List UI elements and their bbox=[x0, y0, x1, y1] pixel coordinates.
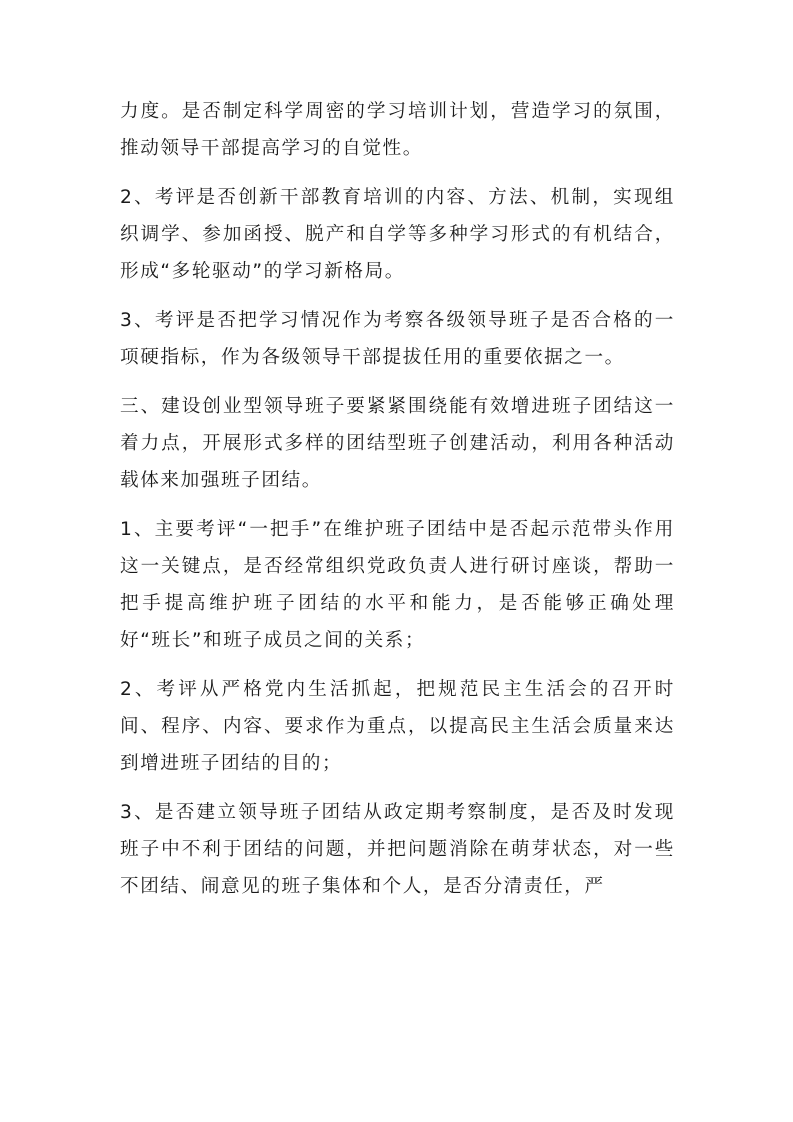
paragraph-item-1-leader-role: 1、主要考评“一把手”在维护班子团结中是否起示范带头作用这一关键点，是否经常组织党政负责人进行研讨座谈，帮助一把手提高维护班子团结的水平和能力，是否能够正确处理好“班长”和班子成员之间的关系； bbox=[120, 519, 675, 651]
document-body bbox=[120, 93, 675, 905]
paragraph-item-2-democratic-life: 2、考评从严格党内生活抓起，把规范民主生活会的召开时间、程序、内容、要求作为重点，以提高民主生活会质量来达到增进班子团结的目的； bbox=[120, 679, 675, 774]
paragraph-section-3-team-unity: 三、建设创业型领导班子要紧紧围绕能有效增进班子团结这一着力点，开展形式多样的团结型班子创建活动，利用各种活动载体来加强班子团结。 bbox=[120, 396, 675, 491]
paragraph-item-3-unity-inspection: 3、是否建立领导班子团结从政定期考察制度，是否及时发现班子中不利于团结的问题，并把问题消除在萌芽状态，对一些不团结、闹意见的班子集体和个人，是否分清责任，严 bbox=[120, 802, 675, 897]
paragraph-learning-atmosphere: 力度。是否制定科学周密的学习培训计划，营造学习的氛围，推动领导干部提高学习的自觉性。 bbox=[120, 101, 675, 159]
paragraph-item-3-learning-indicator: 3、考评是否把学习情况作为考察各级领导班子是否合格的一项硬指标，作为各级领导干部提拔任用的重要依据之一。 bbox=[120, 310, 675, 368]
paragraph-item-2-training-innovation: 2、考评是否创新干部教育培训的内容、方法、机制，实现组织调学、参加函授、脱产和自学等多种学习形式的有机结合，形成“多轮驱动”的学习新格局。 bbox=[120, 187, 675, 282]
